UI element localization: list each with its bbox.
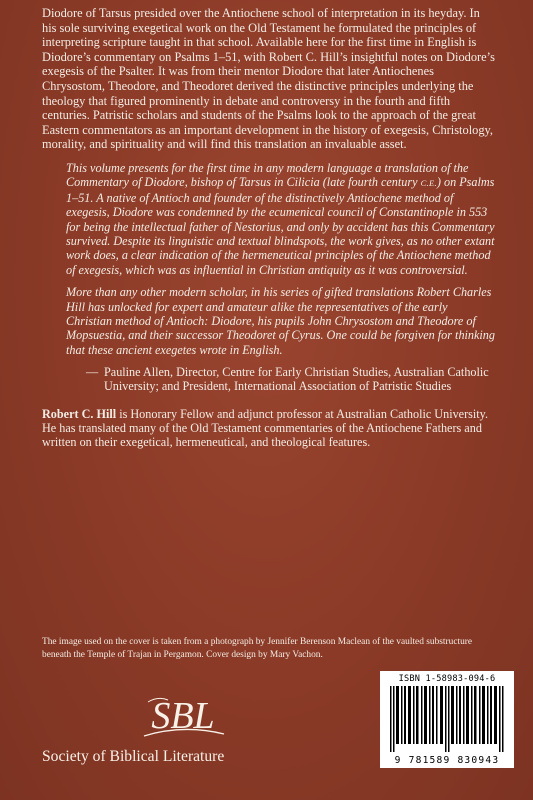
author-name: Robert C. Hill bbox=[42, 406, 117, 421]
endorsement-paragraph-2: More than any other modern scholar, in his series of gifted translations Robert Charles Hill has unlocked for expert and amateur alike the representatives of the early Christian method of Antioch: Diodore, his pupils John Chrysostom and Theodore of Mopsuestia, and their successor Theodoret of Cyrus. One could be forgiven for thinking that these ancient exegetes wrote in English. bbox=[66, 285, 495, 357]
isbn-barcode bbox=[380, 671, 514, 768]
sbl-monogram-icon bbox=[138, 694, 228, 742]
back-cover-text bbox=[42, 6, 495, 449]
endorsement-text-b: ) on Psalms 1–51. A native of Antioch and founder of the distinctively Antiochene method of exegesis, Diodore was condemned by the ecumenical council of Constantinople in 553 for being the intellectual father of Nestorius, and only by accident has this Commentary survived. Despite its linguistic and textual blindspots, the work gives, as no other extant work does, a clear indication of the hermeneutical principles of the Antiochene method of exegesis, which was as influential in Christian antiquity as it was controversial. bbox=[66, 175, 495, 277]
barcode-number: 9 781589 830943 bbox=[394, 755, 500, 766]
endorsement-paragraph-1 bbox=[66, 161, 495, 277]
author-bio bbox=[42, 407, 495, 450]
publisher-name: Society of Biblical Literature bbox=[42, 748, 225, 765]
isbn-label: ISBN 1-58983-094-6 bbox=[398, 674, 496, 684]
barcode-bars-icon bbox=[388, 686, 506, 752]
era-abbreviation: C.E. bbox=[420, 178, 437, 189]
em-dash: — bbox=[86, 365, 99, 380]
attribution-text: Pauline Allen, Director, Centre for Early Christian Studies, Australian Catholic University; and President, International Association of Patristic Studies bbox=[104, 365, 489, 394]
endorsement-quote bbox=[66, 161, 495, 357]
author-bio-text: is Honorary Fellow and adjunct professor at Australian Catholic University. He has translated many of the Old Testament commentaries of the Antiochene Fathers and written on their exegetical, hermeneutical, and theological features. bbox=[42, 406, 489, 450]
book-description: Diodore of Tarsus presided over the Antiochene school of interpretation in its heyday. In his sole surviving exegetical work on the Old Testament he formulated the principles of interpreting scripture taught in that school. Available here for the first time in English is Diodore’s commentary on Psalms 1–51, with Robert C. Hill’s insightful notes on Diodore’s exegesis of the Psalter. It was from their mentor Diodore that later Antiochenes Chrysostom, Theodore, and Theodoret derived the distinctive principles underlying the theology that figured prominently in debate and controversy in the fourth and fifth centuries. Patristic scholars and students of the Psalms look to the approach of the great Eastern commentators as an important development in the history of exegesis, Christology, morality, and spirituality and will find this translation an invaluable asset. bbox=[42, 6, 495, 152]
endorsement-attribution bbox=[86, 366, 495, 394]
publisher-logo bbox=[42, 694, 302, 774]
monogram-text: SBL bbox=[151, 695, 215, 737]
endorsement-text-a: This volume presents for the first time in any modern language a translation of the Commentary of Diodore, bishop of Tarsus in Cilicia (late fourth century bbox=[66, 160, 469, 190]
cover-credit: The image used on the cover is taken from a photograph by Jennifer Berenson Maclean of the vaulted substructure beneath the Temple of Trajan in Pergamon. Cover design by Mary Vachon. bbox=[42, 637, 473, 660]
